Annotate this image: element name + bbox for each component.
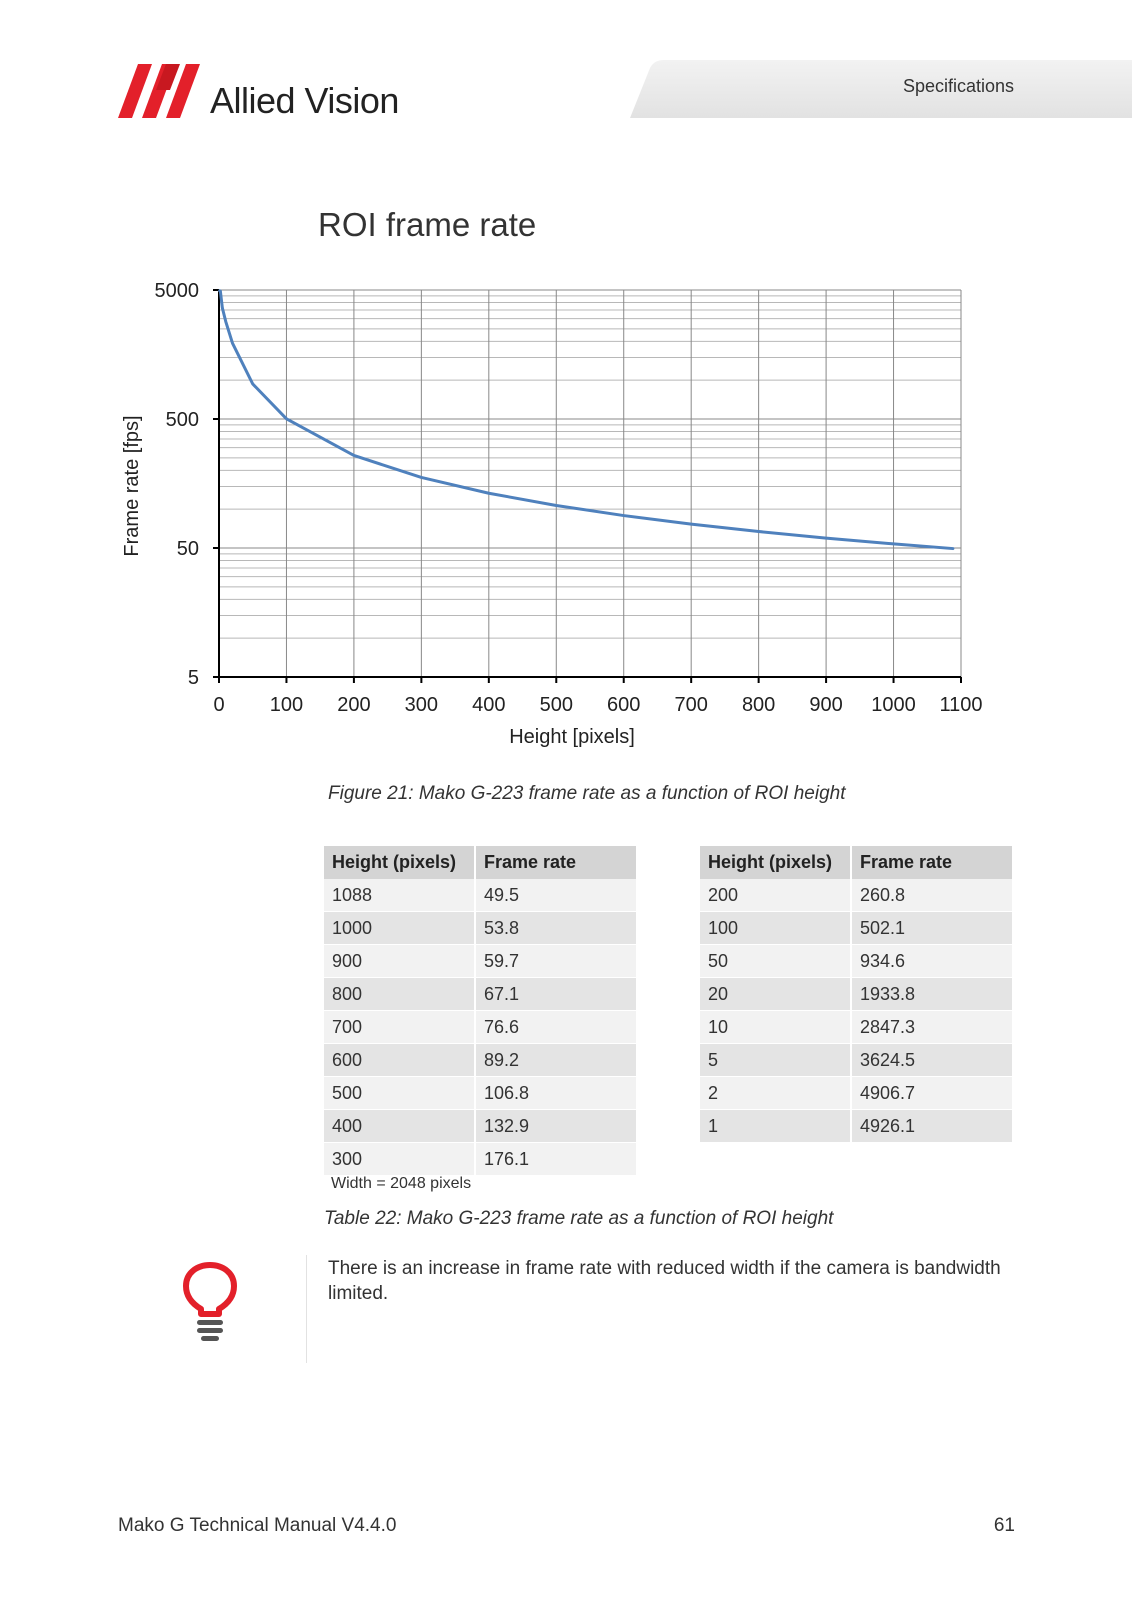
frame-rate-cell: 106.8 [475, 1077, 636, 1110]
x-tick-label: 600 [607, 694, 641, 716]
table-row [324, 1143, 636, 1176]
frame-rate-cell: 89.2 [475, 1044, 636, 1077]
table-row [324, 1044, 636, 1077]
height-cell: 10 [700, 1011, 851, 1044]
table-row [324, 978, 636, 1011]
table-row [324, 1110, 636, 1143]
footer-page-number: 61 [993, 1515, 1015, 1536]
frame-rate-cell: 4926.1 [851, 1110, 1012, 1143]
x-tick-label: 800 [741, 694, 776, 716]
frame-rate-cell: 2847.3 [851, 1011, 1012, 1044]
column-header-frame-rate: Frame rate [851, 846, 1012, 879]
brand-name: Allied Vision [210, 80, 399, 121]
height-cell: 5 [700, 1044, 851, 1077]
height-cell: 100 [700, 912, 851, 945]
x-tick-label: 900 [809, 694, 843, 716]
frame-rate-cell: 59.7 [475, 945, 636, 978]
height-cell: 500 [324, 1077, 475, 1110]
table-row [700, 879, 1012, 912]
chart-canvas [0, 180, 1132, 780]
height-cell: 20 [700, 978, 851, 1011]
x-tick-label: 1100 [939, 694, 983, 716]
frame-rate-cell: 49.5 [475, 879, 636, 912]
table-row [700, 1110, 1012, 1143]
y-axis-label: Frame rate [fps] [121, 415, 143, 557]
table-row [700, 1011, 1012, 1044]
table-row [324, 945, 636, 978]
x-tick-label: 100 [269, 694, 304, 716]
x-tick-label: 200 [337, 694, 371, 716]
table-row [324, 1077, 636, 1110]
frame-rate-cell: 53.8 [475, 912, 636, 945]
section-title: Specifications [902, 76, 1014, 96]
frame-rate-cell: 934.6 [851, 945, 1012, 978]
frame-rate-cell: 3624.5 [851, 1044, 1012, 1077]
frame-rate-cell: 176.1 [475, 1143, 636, 1176]
height-cell: 300 [324, 1143, 475, 1176]
frame-rate-cell: 1933.8 [851, 978, 1012, 1011]
table-caption: Table 22: Mako G-223 frame rate as a function of ROI height [324, 1208, 834, 1229]
lightbulb-icon [183, 1262, 243, 1346]
height-cell: 600 [324, 1044, 475, 1077]
y-tick-label: 5000 [154, 280, 199, 302]
frame-rate-cell: 132.9 [475, 1110, 636, 1143]
frame-rate-table-left [324, 846, 636, 1175]
table-row [700, 1077, 1012, 1110]
chart-title: ROI frame rate [318, 206, 537, 243]
height-cell: 1000 [324, 912, 475, 945]
x-tick-label: 700 [674, 694, 708, 716]
series-line [220, 291, 953, 549]
table-row [700, 945, 1012, 978]
column-header-height: Height (pixels) [324, 846, 475, 879]
x-tick-label: 1000 [871, 694, 916, 716]
height-cell: 900 [324, 945, 475, 978]
x-axis-label: Height [pixels] [509, 726, 635, 748]
table-row [700, 1044, 1012, 1077]
frame-rate-cell: 67.1 [475, 978, 636, 1011]
frame-rate-cell: 502.1 [851, 912, 1012, 945]
column-header-height: Height (pixels) [700, 846, 851, 879]
y-tick-label: 500 [165, 409, 199, 431]
height-cell: 200 [700, 879, 851, 912]
y-tick-label: 5 [187, 667, 199, 689]
height-cell: 400 [324, 1110, 475, 1143]
x-tick-label: 400 [472, 694, 506, 716]
column-header-frame-rate: Frame rate [475, 846, 636, 879]
height-cell: 700 [324, 1011, 475, 1044]
frame-rate-cell: 76.6 [475, 1011, 636, 1044]
x-tick-label: 300 [404, 694, 439, 716]
allied-vision-logo-mark-icon [118, 60, 213, 122]
frame-rate-cell: 260.8 [851, 879, 1012, 912]
table-row [700, 912, 1012, 945]
x-tick-label: 0 [213, 694, 225, 716]
section-header-tab [630, 60, 1132, 118]
y-tick-label: 50 [176, 538, 199, 560]
note-text: There is an increase in frame rate with reduced width if the camera is bandwidth limited. [328, 1258, 1001, 1304]
height-cell: 1 [700, 1110, 851, 1143]
table-width-note: Width = 2048 pixels [331, 1175, 472, 1192]
height-cell: 2 [700, 1077, 851, 1110]
figure-caption: Figure 21: Mako G-223 frame rate as a function of ROI height [328, 783, 846, 804]
roi-frame-rate-chart [0, 180, 1132, 780]
allied-vision-logo [118, 60, 418, 122]
frame-rate-cell: 4906.7 [851, 1077, 1012, 1110]
table-row [700, 978, 1012, 1011]
table-row [324, 879, 636, 912]
table-row [324, 1011, 636, 1044]
x-tick-label: 500 [539, 694, 573, 716]
height-cell: 50 [700, 945, 851, 978]
frame-rate-table-right [700, 846, 1012, 1142]
note-divider [306, 1255, 307, 1363]
table-row [324, 912, 636, 945]
height-cell: 1088 [324, 879, 475, 912]
footer-manual-title: Mako G Technical Manual V4.4.0 [118, 1515, 397, 1536]
height-cell: 800 [324, 978, 475, 1011]
